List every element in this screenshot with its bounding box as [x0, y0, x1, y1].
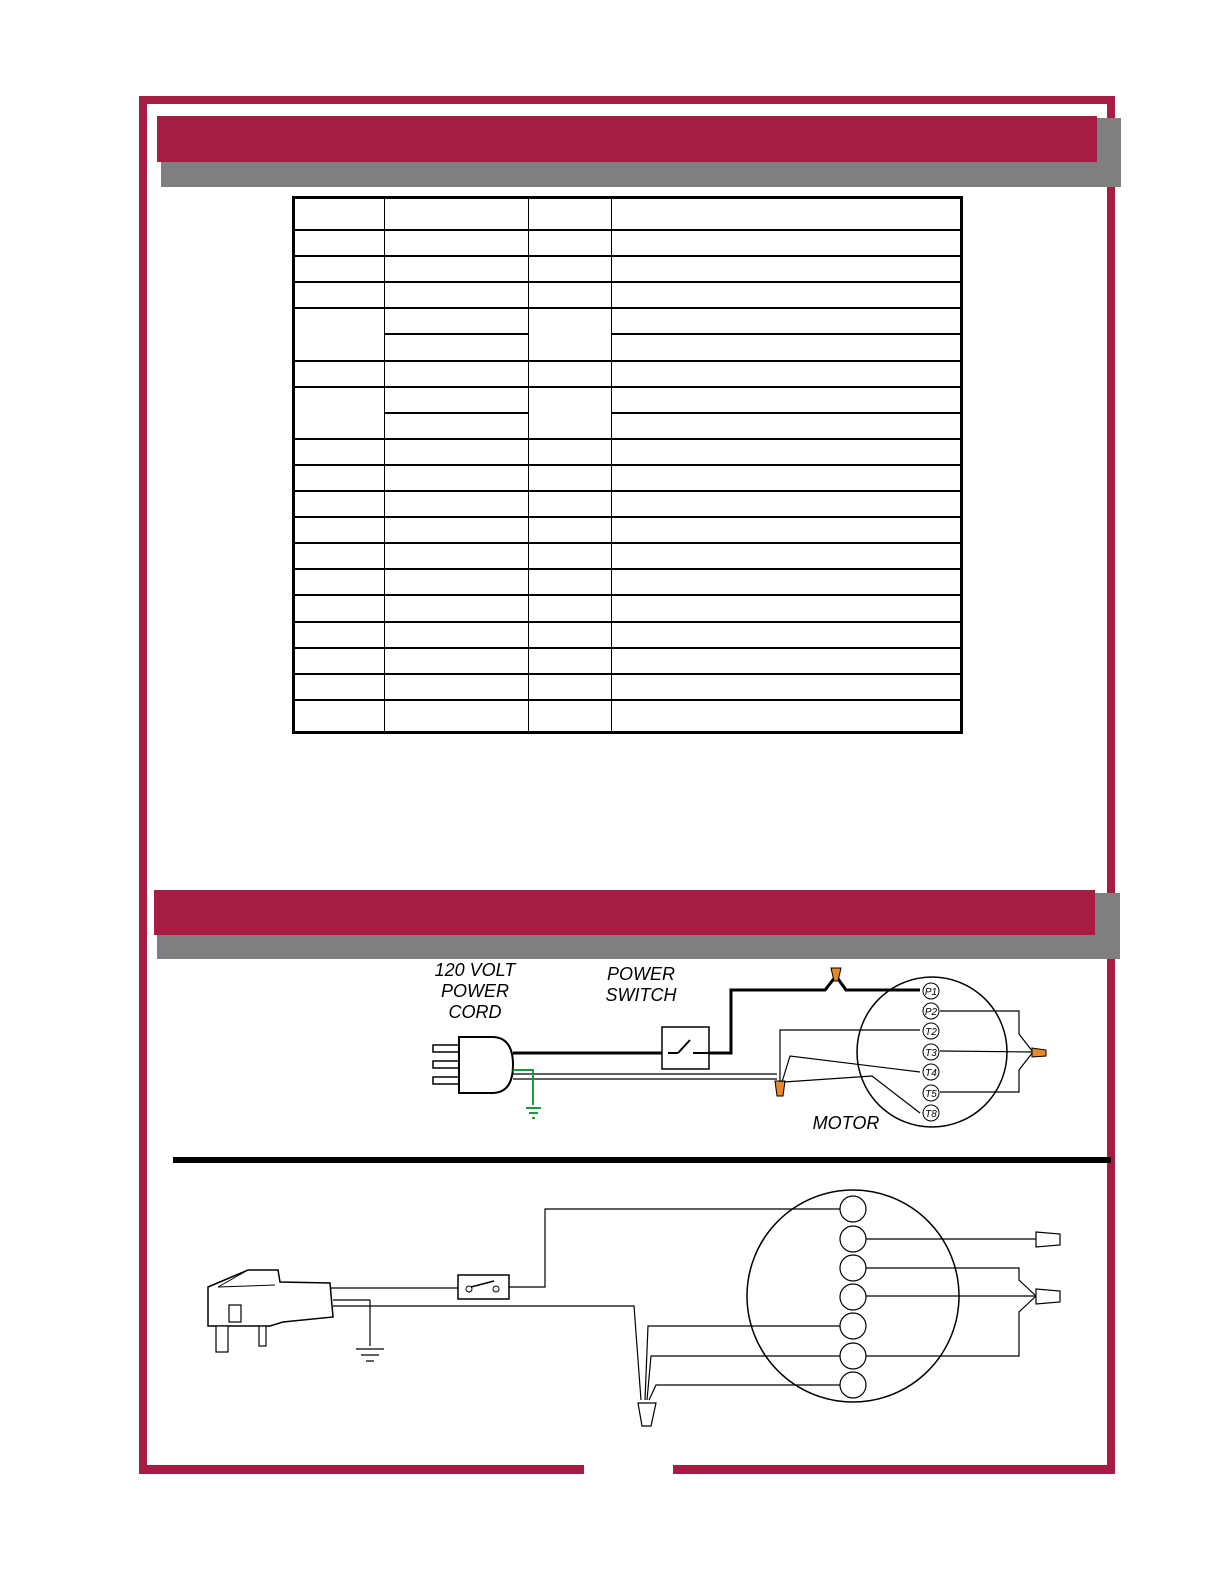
terminal-4	[840, 1284, 866, 1310]
svg-text:T2: T2	[925, 1027, 937, 1038]
wire-nut-icon	[1036, 1289, 1060, 1304]
plug-120v-icon	[433, 1037, 513, 1093]
terminal-5	[840, 1313, 866, 1339]
wire-nut-icon	[1036, 1232, 1060, 1247]
svg-text:P1: P1	[924, 987, 938, 998]
wire-nut-icon	[1032, 1048, 1046, 1057]
svg-text:T5: T5	[925, 1089, 937, 1100]
svg-text:P2: P2	[924, 1007, 938, 1018]
diagram-120v	[433, 960, 1046, 1133]
power-switch-label-1: POWER	[606, 964, 676, 984]
svg-text:T4: T4	[925, 1068, 937, 1079]
power-switch-icon	[662, 1027, 709, 1069]
terminal-p2	[923, 1003, 939, 1019]
switch-icon	[458, 1275, 509, 1299]
terminal-1	[840, 1196, 866, 1222]
terminal-3	[840, 1255, 866, 1281]
terminal-t8	[923, 1105, 939, 1121]
terminal-p1	[923, 983, 939, 999]
uk-plug-icon	[208, 1270, 333, 1352]
power-cord-label-3: CORD	[448, 1002, 502, 1022]
power-cord-label-1: 120 VOLT	[434, 960, 516, 980]
ground-symbol-icon	[526, 1108, 541, 1118]
power-cord-label-2: POWER	[440, 981, 510, 1001]
terminal-6	[840, 1343, 866, 1369]
svg-text:T8: T8	[925, 1109, 937, 1120]
ground-symbol-icon	[356, 1349, 384, 1361]
wire-nut-icon	[638, 1403, 656, 1426]
svg-text:T3: T3	[925, 1048, 937, 1059]
terminal-t4	[923, 1064, 939, 1080]
wire-nut-icon	[775, 1081, 785, 1096]
terminal-t5	[923, 1085, 939, 1101]
terminal-2	[840, 1226, 866, 1252]
terminal-t2	[923, 1023, 939, 1039]
motor-label: MOTOR	[812, 1113, 880, 1133]
power-switch-label-2: SWITCH	[605, 985, 677, 1005]
diagram-230v	[208, 1190, 1060, 1426]
terminal-7	[840, 1372, 866, 1398]
terminal-t3	[923, 1044, 939, 1060]
